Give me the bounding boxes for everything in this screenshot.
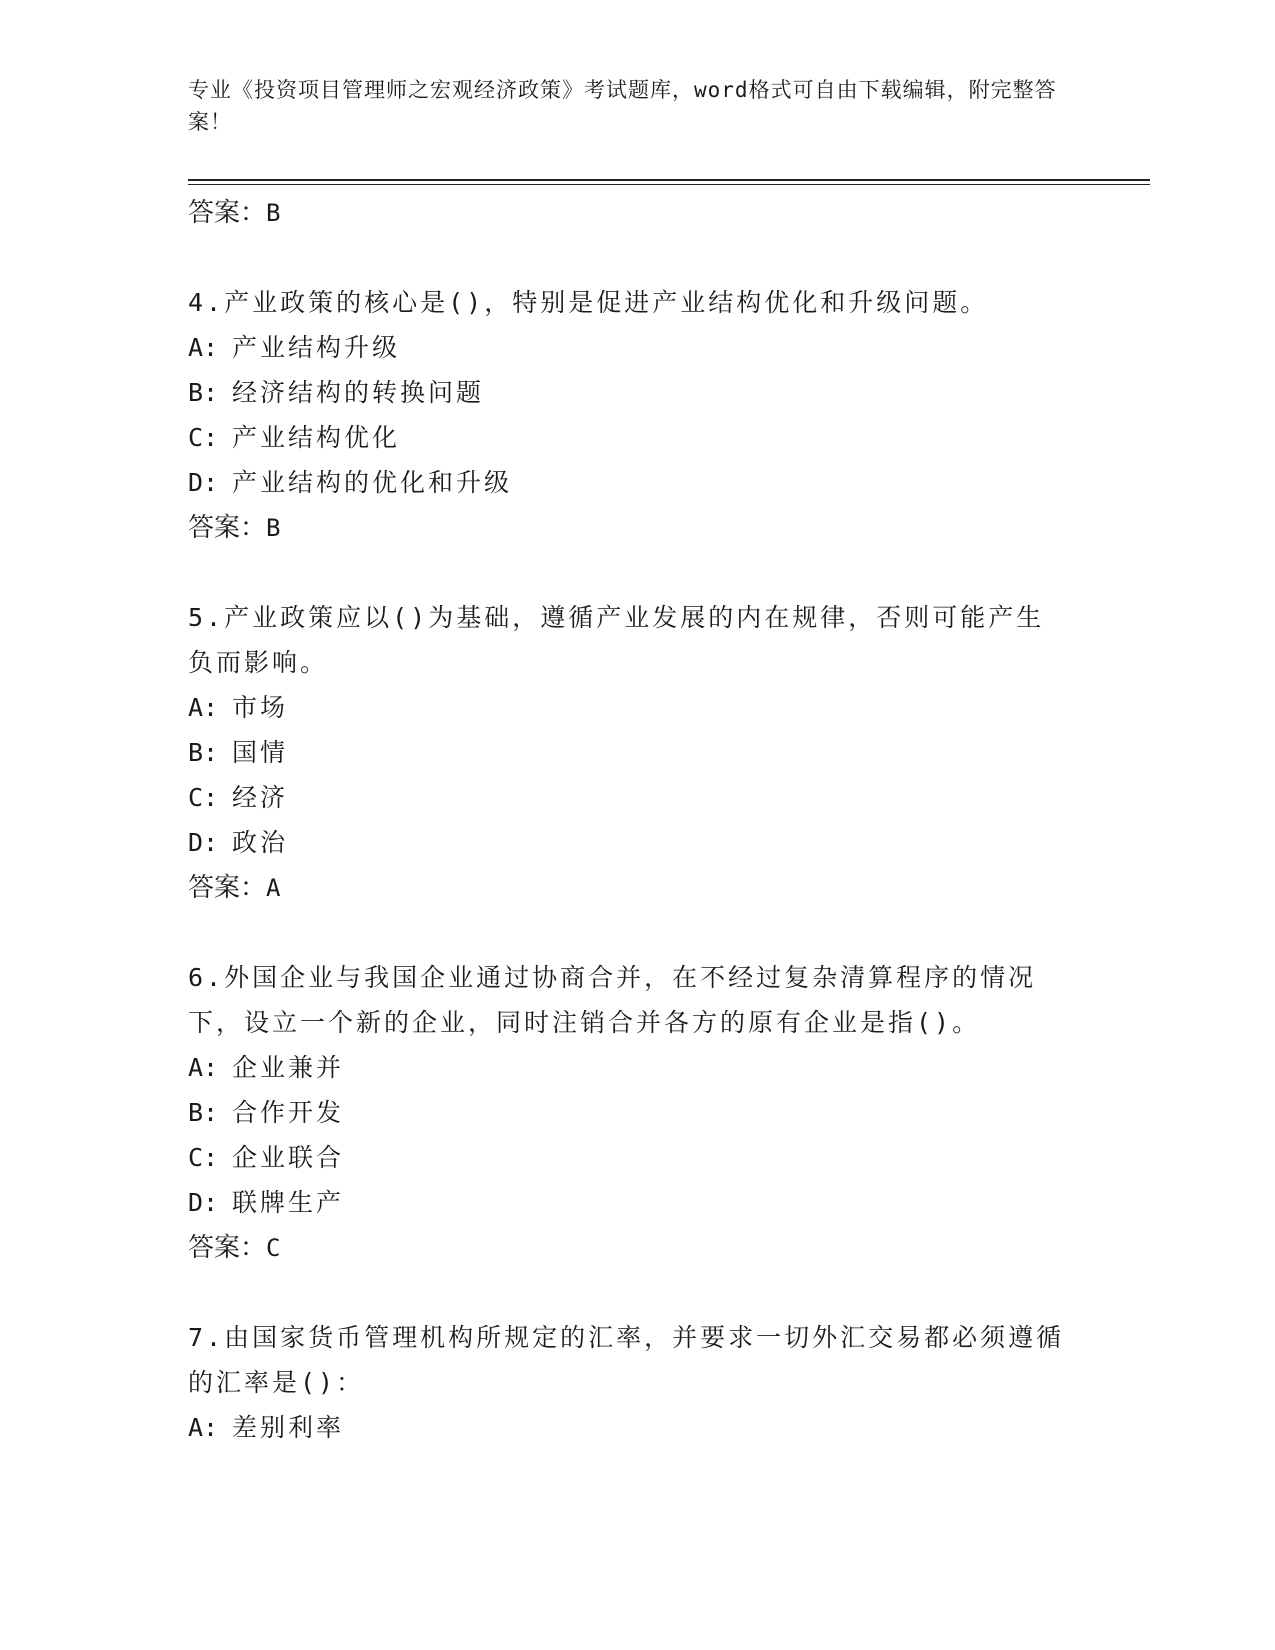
- question-number: 7.: [188, 1323, 225, 1352]
- option-label: D:: [188, 828, 219, 857]
- option-label: B:: [188, 1098, 219, 1127]
- option-text: 政治: [232, 828, 289, 857]
- option-d: [188, 460, 1068, 505]
- option-label: B:: [188, 378, 219, 407]
- option-b: [188, 370, 1068, 415]
- option-d: [188, 820, 1068, 865]
- option-label: D:: [188, 468, 219, 497]
- answer-value: A: [266, 874, 281, 902]
- question-text: 由国家货币管理机构所规定的汇率，并要求一切外汇交易都必须遵循的汇率是()：: [188, 1323, 1065, 1397]
- header-rule-thick: [188, 179, 1150, 181]
- option-label: C:: [188, 1143, 219, 1172]
- option-a: [188, 1045, 1068, 1090]
- answer-line: [188, 190, 1068, 236]
- option-label: C:: [188, 783, 219, 812]
- option-label: C:: [188, 423, 219, 452]
- option-c: [188, 775, 1068, 820]
- option-text: 产业结构升级: [232, 333, 401, 362]
- header-rule-thin: [188, 184, 1150, 185]
- answer-line: [188, 865, 1068, 911]
- option-text: 经济结构的转换问题: [232, 378, 485, 407]
- answer-line: [188, 505, 1068, 551]
- option-text: 市场: [232, 693, 289, 722]
- answer-label: 答案：: [188, 873, 267, 903]
- question-7: [188, 1315, 1068, 1405]
- option-label: D:: [188, 1188, 219, 1217]
- option-label: A:: [188, 1413, 219, 1442]
- option-label: A:: [188, 1053, 219, 1082]
- option-text: 差别利率: [232, 1413, 345, 1442]
- option-c: [188, 415, 1068, 460]
- option-c: [188, 1135, 1068, 1180]
- option-a: [188, 685, 1068, 730]
- question-text: 产业政策的核心是()，特别是促进产业结构优化和升级问题。: [224, 288, 989, 317]
- answer-label: 答案：: [188, 513, 267, 543]
- option-label: B:: [188, 738, 219, 767]
- option-b: [188, 730, 1068, 775]
- question-number: 6.: [188, 963, 225, 992]
- question-list: [188, 190, 1068, 1450]
- option-d: [188, 1180, 1068, 1225]
- answer-line: [188, 1225, 1068, 1271]
- question-text: 外国企业与我国企业通过协商合并，在不经过复杂清算程序的情况下，设立一个新的企业，同时注销合并各方的原有企业是指()。: [188, 963, 1037, 1037]
- answer-value: B: [266, 514, 281, 542]
- option-text: 企业联合: [232, 1143, 345, 1172]
- question-5: [188, 595, 1068, 685]
- question-number: 4.: [188, 288, 225, 317]
- option-text: 联牌生产: [232, 1188, 345, 1217]
- document-header: 专业《投资项目管理师之宏观经济政策》考试题库，word格式可自由下载编辑，附完整答案！: [188, 78, 1057, 134]
- option-text: 产业结构的优化和升级: [232, 468, 513, 497]
- option-text: 合作开发: [232, 1098, 345, 1127]
- answer-value: C: [266, 1234, 281, 1262]
- option-text: 企业兼并: [232, 1053, 345, 1082]
- option-a: [188, 325, 1068, 370]
- answer-label: 答案：: [188, 1233, 267, 1263]
- question-text: 产业政策应以()为基础，遵循产业发展的内在规律，否则可能产生负而影响。: [188, 603, 1045, 677]
- answer-value: B: [266, 199, 281, 227]
- option-label: A:: [188, 693, 219, 722]
- option-text: 经济: [232, 783, 289, 812]
- question-4: [188, 280, 1068, 325]
- option-label: A:: [188, 333, 219, 362]
- question-number: 5.: [188, 603, 225, 632]
- option-text: 国情: [232, 738, 289, 767]
- question-6: [188, 955, 1068, 1045]
- answer-label: 答案：: [188, 198, 267, 228]
- option-text: 产业结构优化: [232, 423, 401, 452]
- option-b: [188, 1090, 1068, 1135]
- option-a: [188, 1405, 1068, 1450]
